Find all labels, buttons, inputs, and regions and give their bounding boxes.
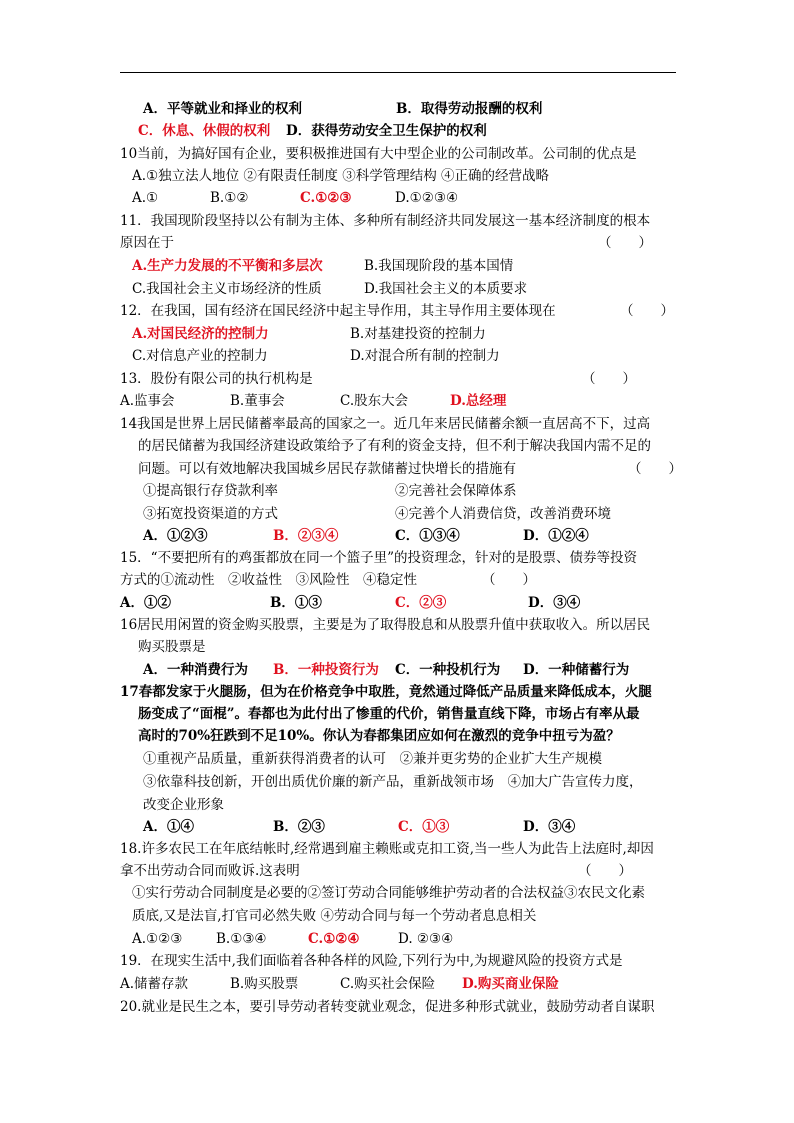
- question-text: C．一种投机行为: [395, 662, 501, 678]
- question-text: ③拓宽投资渠道的方式: [143, 506, 278, 522]
- question-text: A．①②: [120, 595, 171, 611]
- question-text: 拿不出劳动合同而败诉.这表明: [120, 863, 300, 879]
- header-rule: [120, 72, 676, 73]
- question-text: 肠变成了“面棍”。春都也为此付出了惨重的代价，销售量直线下降，市场占有率从最: [138, 706, 640, 722]
- question-text: D.①②③④: [395, 190, 459, 206]
- question-text: 原因在于: [120, 235, 174, 251]
- question-text: 问题。可以有效地解决我国城乡居民存款储蓄过快增长的措施有: [138, 461, 516, 477]
- question-text: ②完善社会保障体系: [395, 483, 517, 499]
- question-text: ①提高银行存贷款利率: [143, 483, 278, 499]
- question-text: B.购买股票: [230, 976, 299, 992]
- question-text: C.我国社会主义市场经济的性质: [132, 281, 322, 297]
- question-text: B.对基建投资的控制力: [350, 326, 486, 342]
- question-text: A.①②③: [132, 931, 183, 947]
- question-text: A.储蓄存款: [120, 976, 189, 992]
- question-text: D.对混合所有制的控制力: [350, 348, 500, 364]
- question-text: 17春都发家于火腿肠，但为在价格竞争中取胜，竟然通过降低产品质量来降低成本，火腿: [120, 684, 652, 700]
- question-text: D．③④: [523, 819, 576, 835]
- question-text: C.购买社会保险: [340, 976, 436, 992]
- question-text: B.我国现阶段的基本国情: [364, 258, 514, 274]
- question-text: C．①③④: [395, 528, 460, 544]
- question-text: B．①③: [270, 595, 322, 611]
- answer-text: D.购买商业保险: [462, 976, 559, 992]
- answer-text: B．一种投资行为: [273, 662, 379, 678]
- question-text: B．取得劳动报酬的权利: [396, 101, 543, 117]
- answer-text: D.总经理: [450, 393, 507, 409]
- question-text: 14我国是世界上居民储蓄率最高的国家之一。近几年来居民储蓄余额一直居高不下，过高: [120, 416, 651, 432]
- answer-text: B．②③④: [273, 528, 339, 544]
- question-text: B．②③: [273, 819, 325, 835]
- question-text: 20.就业是民生之本，要引导劳动者转变就业观念，促进多种形式就业，鼓励劳动者自谋职: [120, 999, 655, 1015]
- question-text: D.我国社会主义的本质要求: [364, 281, 528, 297]
- question-text: ①实行劳动合同制度是必要的②签订劳动合同能够维护劳动者的合法权益③农民文化素: [132, 885, 645, 901]
- question-text: 19．在现实生活中,我们面临着各种各样的风险,下列行为中,为规避风险的投资方式是: [120, 953, 623, 969]
- question-text: 购买股票是: [138, 639, 206, 655]
- answer-text: C．②③: [395, 595, 447, 611]
- question-text: B.董事会: [230, 393, 285, 409]
- question-text: ①重视产品质量，重新获得消费者的认可 ②兼并更劣势的企业扩大生产规模: [143, 751, 602, 767]
- question-text: D．获得劳动安全卫生保护的权利: [286, 123, 487, 139]
- question-text: （ ）: [582, 371, 636, 387]
- question-text: 的居民储蓄为我国经济建设政策给予了有利的资金支持，但不利于解决我国内需不足的: [138, 438, 651, 454]
- question-text: A.①: [132, 190, 159, 206]
- question-text: （ ）: [598, 235, 652, 251]
- question-text: 10当前，为搞好国有企业，要积极推进国有大中型企业的公司制改革。公司制的优点是: [120, 146, 637, 162]
- question-text: C.股东大会: [340, 393, 409, 409]
- question-text: 方式的①流动性 ②收益性 ③风险性 ④稳定性: [120, 572, 417, 588]
- question-text: A．①②③: [143, 528, 208, 544]
- answer-text: C.①②③: [300, 190, 352, 206]
- question-text: （ ）: [578, 863, 632, 879]
- answer-text: C.①②④: [308, 931, 360, 947]
- question-text: （ ）: [482, 572, 536, 588]
- question-text: A.①独立法人地位 ②有限责任制度 ③科学管理结构 ④正确的经营战略: [132, 168, 550, 184]
- question-text: A.监事会: [120, 393, 175, 409]
- answer-text: C．休息、休假的权利: [138, 123, 271, 139]
- question-text: D．③④: [528, 595, 581, 611]
- question-text: 质底,又是法盲,打官司必然失败 ④劳动合同与每一个劳动者息息相关: [132, 908, 537, 924]
- question-text: 16居民用闲置的资金购买股票，主要是为了取得股息和从股票升值中获取收入。所以居民: [120, 617, 651, 633]
- question-text: B.①③④: [216, 931, 267, 947]
- question-text: ④完善个人消费信贷，改善消费环境: [395, 506, 611, 522]
- question-text: A．一种消费行为: [143, 662, 248, 678]
- answer-text: A.对国民经济的控制力: [132, 326, 269, 342]
- question-text: ③依靠科技创新，开创出质优价廉的新产品，重新战领市场 ④加大广告宣传力度，: [143, 774, 643, 790]
- question-text: 11．我国现阶段坚持以公有制为主体、多种所有制经济共同发展这一基本经济制度的根本: [120, 213, 651, 229]
- answer-text: C．①③: [398, 819, 450, 835]
- question-text: A．平等就业和择业的权利: [143, 101, 302, 117]
- question-text: 18.许多农民工在年底结帐时,经常遇到雇主赖账或克扣工资,当一些人为此告上法庭时,却因: [120, 841, 654, 857]
- question-text: （ ）: [628, 461, 682, 477]
- question-text: D. ②③④: [398, 931, 454, 947]
- question-text: 13．股份有限公司的执行机构是: [120, 371, 313, 387]
- question-text: A．①④: [143, 819, 194, 835]
- question-text: 改变企业形象: [143, 797, 224, 813]
- question-text: C.对信息产业的控制力: [132, 348, 268, 364]
- question-text: 高时的70%狂跌到不足10%。你认为春都集团应如何在激烈的竞争中扭亏为盈？: [138, 728, 620, 744]
- question-text: D．①②④: [523, 528, 589, 544]
- question-text: （ ）: [620, 303, 674, 319]
- question-text: 12．在我国，国有经济在国民经济中起主导作用，其主导作用主要体现在: [120, 303, 556, 319]
- answer-text: A.生产力发展的不平衡和多层次: [132, 258, 323, 274]
- question-text: D．一种储蓄行为: [523, 662, 630, 678]
- question-text: 15．“不要把所有的鸡蛋都放在同一个篮子里”的投资理念，针对的是股票、债券等投资: [120, 550, 637, 566]
- question-text: B.①②: [210, 190, 249, 206]
